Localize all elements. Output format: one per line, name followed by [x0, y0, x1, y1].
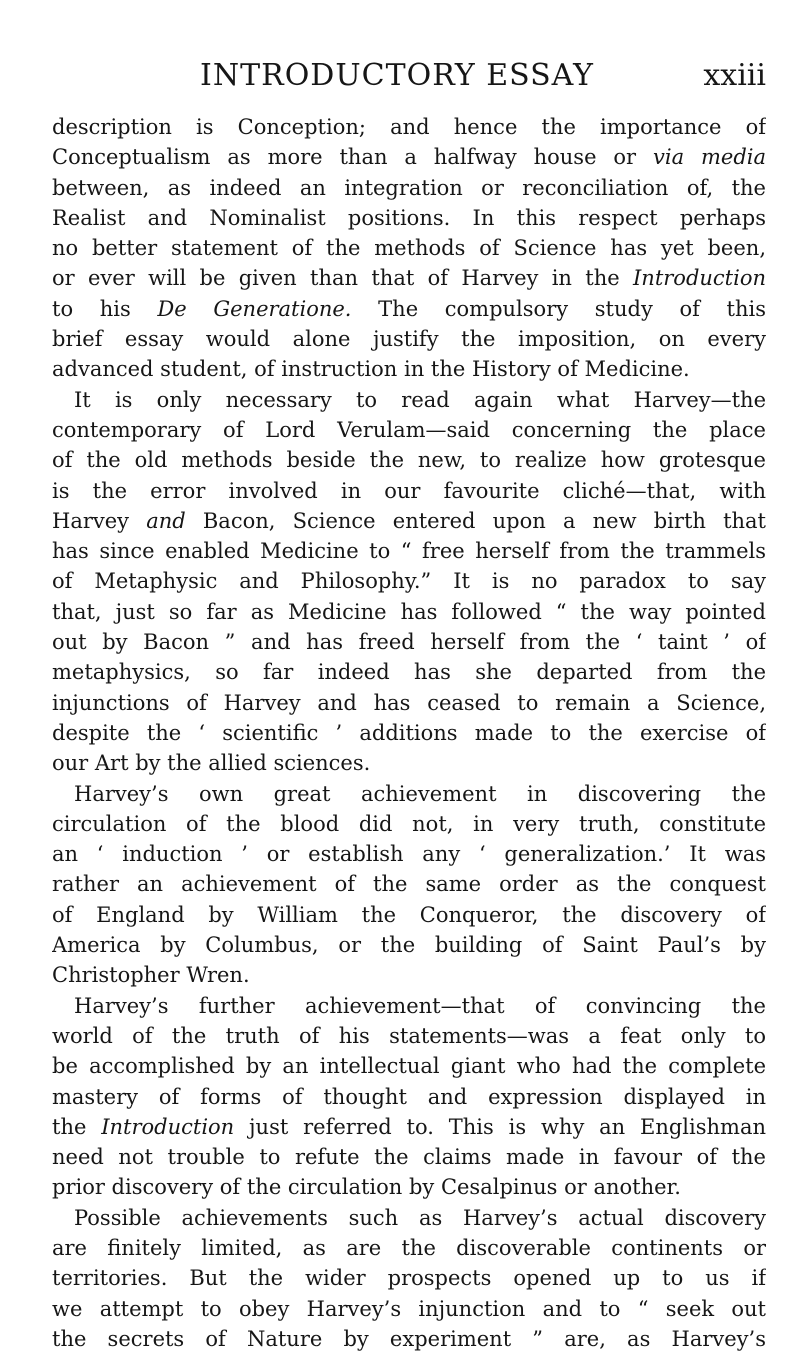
text-line	[52, 1021, 766, 1051]
text-span: rather an achievement of the same order as the conquest	[52, 872, 766, 897]
text-line	[52, 869, 766, 899]
text-span: the secrets of Nature by experiment ” are, as Harvey’s	[52, 1326, 766, 1351]
text-line	[52, 445, 766, 475]
text-span: injunctions of Harvey and has ceased to remain a Science,	[52, 690, 766, 715]
text-span: contemporary of Lord Verulam—said concerning the place	[52, 417, 766, 442]
text-line	[52, 930, 766, 960]
text-line	[52, 779, 766, 809]
text-line	[52, 688, 766, 718]
text-span: are finitely limited, as are the discoverable continents or	[52, 1235, 766, 1260]
text-span: be accomplished by an intellectual giant who had the complete	[52, 1054, 766, 1079]
text-line	[52, 748, 766, 778]
text-line	[52, 1233, 766, 1263]
text-span: Harvey’s own great achievement in discovering the	[74, 781, 766, 806]
text-span: between, as indeed an integration or reconciliation of, the	[52, 175, 766, 200]
text-span: Harvey	[52, 508, 147, 533]
page-number: xxiii	[703, 58, 766, 93]
text-line	[52, 536, 766, 566]
text-line	[52, 718, 766, 748]
text-span: Christopher Wren.	[52, 963, 250, 988]
text-line	[52, 1142, 766, 1172]
text-span: out by Bacon ” and has freed herself from the ‘ taint ’ of	[52, 630, 766, 655]
text-span: circulation of the blood did not, in very truth, constitute	[52, 811, 766, 836]
text-span: our Art by the allied sciences.	[52, 751, 371, 776]
text-line	[52, 991, 766, 1021]
text-line	[52, 839, 766, 869]
text-span: America by Columbus, or the building of Saint Paul’s by	[52, 933, 766, 958]
text-line	[52, 960, 766, 990]
text-line	[52, 1082, 766, 1112]
text-line	[52, 1263, 766, 1293]
running-title: INTRODUCTORY ESSAY	[200, 58, 594, 93]
paragraph	[52, 991, 766, 1203]
text-span: need not trouble to refute the claims made in favour of the	[52, 1145, 766, 1170]
italic-text: Introduction	[101, 1114, 235, 1139]
text-line	[52, 112, 766, 142]
paragraph	[52, 779, 766, 991]
italic-text: Introduction	[633, 266, 766, 291]
text-line	[52, 1172, 766, 1202]
text-span: the	[52, 1114, 102, 1139]
text-span: we attempt to obey Harvey’s injunction and to “ seek out	[52, 1296, 766, 1321]
text-span: an ‘ induction ’ or establish any ‘ generalization.’ It was	[52, 842, 766, 867]
text-line	[52, 324, 766, 354]
text-line	[52, 1203, 766, 1233]
text-line	[52, 809, 766, 839]
text-line	[52, 294, 766, 324]
text-line	[52, 627, 766, 657]
text-line	[52, 476, 766, 506]
text-span: brief essay would alone justify the imposition, on every	[52, 327, 766, 352]
text-span: prior discovery of the circulation by Cesalpinus or another.	[52, 1175, 681, 1200]
text-line	[52, 597, 766, 627]
text-span: Bacon, Science entered upon a new birth that	[185, 508, 766, 533]
text-line	[52, 506, 766, 536]
text-line	[52, 566, 766, 596]
paragraph	[52, 112, 766, 385]
text-span: advanced student, of instruction in the History of Medicine.	[52, 357, 690, 382]
text-span: Harvey’s further achievement—that of convincing the	[74, 993, 766, 1018]
text-span: is the error involved in our favourite cliché—that, with	[52, 478, 766, 503]
text-line	[52, 900, 766, 930]
text-span: of Metaphysic and Philosophy.” It is no paradox to say	[52, 569, 766, 594]
text-span: Realist and Nominalist positions. In this respect perhaps	[52, 205, 766, 230]
text-span: Conceptualism as more than a halfway house or	[52, 145, 653, 170]
text-line	[52, 1051, 766, 1081]
running-head	[52, 56, 766, 96]
text-line	[52, 657, 766, 687]
text-span: of the old methods beside the new, to realize how grotesque	[52, 448, 766, 473]
text-line	[52, 1112, 766, 1142]
text-span: territories. But the wider prospects opened up to us if	[52, 1266, 766, 1291]
text-line	[52, 354, 766, 384]
body-text	[52, 112, 766, 1354]
text-span: that, just so far as Medicine has followed “ the way pointed	[52, 599, 766, 624]
italic-text: via media	[652, 145, 766, 170]
text-span: of England by William the Conqueror, the discovery of	[52, 902, 766, 927]
text-span: metaphysics, so far indeed has she departed from the	[52, 660, 766, 685]
text-span: world of the truth of his statements—was a feat only to	[52, 1023, 766, 1048]
text-line	[52, 142, 766, 172]
paragraph	[52, 385, 766, 779]
paragraph	[52, 1203, 766, 1354]
text-line	[52, 263, 766, 293]
text-span: description is Conception; and hence the importance of	[52, 115, 766, 139]
text-line	[52, 173, 766, 203]
text-line	[52, 385, 766, 415]
italic-text: De Generatione.	[157, 296, 352, 321]
italic-text: and	[146, 508, 186, 533]
text-span: despite the ‘ scientific ’ additions made to the exercise of	[52, 720, 766, 745]
text-span: or ever will be given than that of Harvey in the	[52, 266, 633, 291]
text-line	[52, 1294, 766, 1324]
text-span: Possible achievements such as Harvey’s actual discovery	[74, 1205, 766, 1230]
text-span: no better statement of the methods of Science has yet been,	[52, 236, 766, 261]
text-span: has since enabled Medicine to “ free herself from the trammels	[52, 539, 766, 564]
text-span: mastery of forms of thought and expression displayed in	[52, 1084, 766, 1109]
text-line	[52, 415, 766, 445]
text-span: It is only necessary to read again what Harvey—the	[74, 387, 766, 412]
text-span: The compulsory study of this	[351, 296, 766, 321]
text-line	[52, 203, 766, 233]
text-span: to his	[52, 296, 158, 321]
text-line	[52, 1324, 766, 1354]
text-line	[52, 233, 766, 263]
text-span: just referred to. This is why an Englishman	[234, 1114, 766, 1139]
